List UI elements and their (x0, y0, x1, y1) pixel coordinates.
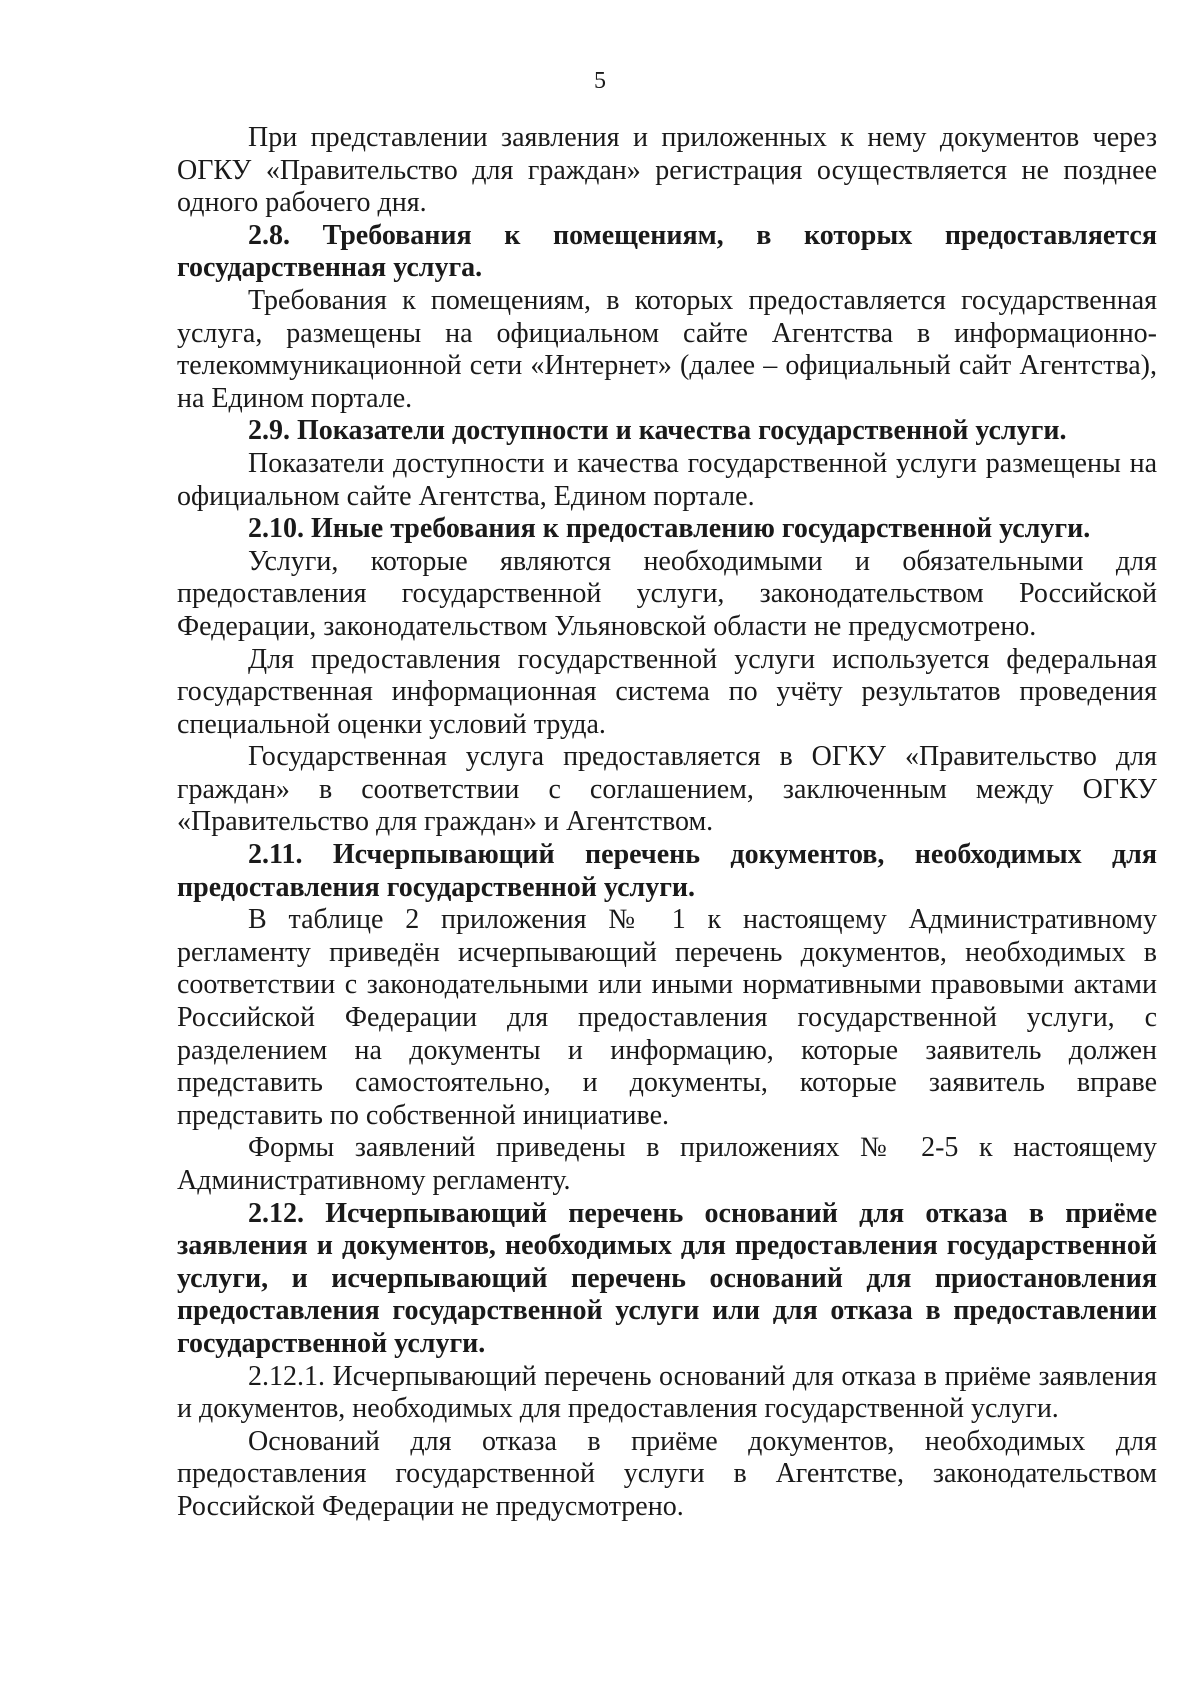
paragraph: Требования к помещениям, в которых предоставляется государственная услуга, размещены на официальном сайте Агентства в информационно-телекоммуникационной сети «Интернет» (далее – официальный сайт Агентства), на Едином портале. (177, 284, 1157, 414)
section-heading-2-12: 2.12. Исчерпывающий перечень оснований для отказа в приёме заявления и документов, необходимых для предоставления государственной услуги, и исчерпывающий перечень оснований для приостановления предоставления государственной услуги или для отказа в предоставлении государственной услуги. (177, 1197, 1157, 1359)
paragraph: Для предоставления государственной услуги используется федеральная государственная информационная система по учёту результатов проведения специальной оценки условий труда. (177, 643, 1157, 740)
section-heading-2-10: 2.10. Иные требования к предоставлению государственной услуги. (248, 513, 1091, 545)
paragraph: Формы заявлений приведены в приложениях № 2-5 к настоящему Административному регламенту. (177, 1132, 1157, 1196)
paragraph: 2.12.1. Исчерпывающий перечень оснований для отказа в приёме заявления и документов, необходимых для предоставления государственной услуги. (177, 1360, 1157, 1425)
paragraph: Оснований для отказа в приёме документов, необходимых для предоставления государственной услуги в Агентстве, законодательством Российской Федерации не предусмотрено. (177, 1425, 1157, 1522)
paragraph: В таблице 2 приложения № 1 к настоящему Административному регламенту приведён исчерпывающий перечень документов, необходимых в соответствии с законодательными или иными нормативными правовыми актами Российской Федерации для предоставления государственной услуги, с разделением на документы и информацию, которые заявитель должен представить самостоятельно, и документы, которые заявитель вправе представить по собственной инициативе. (177, 904, 1157, 1131)
paragraph: Показатели доступности и качества государственной услуги размещены на официальном сайте Агентства, Едином портале. (177, 447, 1157, 512)
section-heading-2-9: 2.9. Показатели доступности и качества государственной услуги. (248, 415, 1067, 447)
document-body (177, 122, 1157, 1524)
paragraph: Государственная услуга предоставляется в ОГКУ «Правительство для граждан» в соответствии с соглашением, заключенным между ОГКУ «Правительство для граждан» и Агентством. (177, 741, 1157, 838)
page-number: 5 (594, 68, 606, 94)
paragraph: Услуги, которые являются необходимыми и обязательными для предоставления государственной услуги, законодательством Российской Федерации, законодательством Ульяновской области не предусмотрено. (177, 545, 1157, 642)
paragraph: При представлении заявления и приложенных к нему документов через ОГКУ «Правительство для граждан» регистрация осуществляется не позднее одного рабочего дня. (177, 122, 1157, 219)
section-heading-2-8: 2.8. Требования к помещениям, в которых предоставляется государственная услуга. (177, 219, 1157, 284)
section-heading-2-11: 2.11. Исчерпывающий перечень документов, необходимых для предоставления государственной услуги. (177, 839, 1157, 903)
